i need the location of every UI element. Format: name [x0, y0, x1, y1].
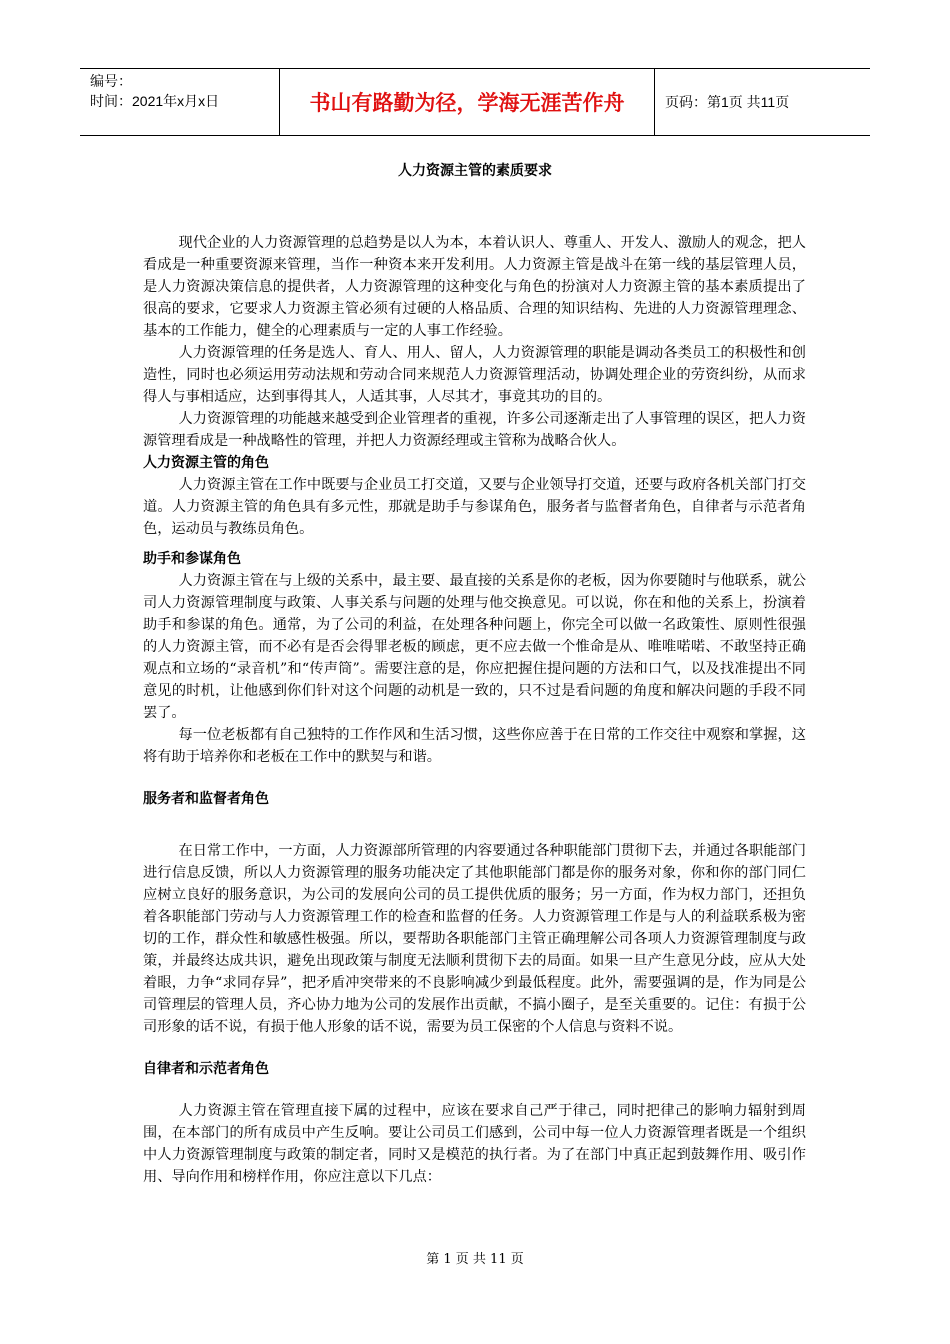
- document-title: 人力资源主管的素质要求: [398, 163, 552, 179]
- paragraph: 人力资源主管在工作中既要与企业员工打交道，又要与企业领导打交道，还要与政府各机关部门打交道。人力资源主管的角色具有多元性，那就是助手与参谋角色，服务者与监督者角色，自律者与示范者角色，运动员与教练员角色。: [143, 477, 806, 537]
- page-footer: 第 1 页 共 11 页: [426, 1252, 524, 1267]
- paragraph: 人力资源管理的任务是选人、育人、用人、留人，人力资源管理的职能是调动各类员工的积极性和创造性，同时也必须运用劳动法规和劳动合同来规范人力资源管理活动，协调处理企业的劳资纠纷，从而求得人与事相适应，达到事得其人，人适其事，人尽其才，事竟其功的目的。: [143, 345, 806, 405]
- header-motto: 书山有路勤为径，学海无涯苦作舟: [280, 69, 655, 135]
- section-heading: 人力资源主管的角色: [143, 455, 269, 471]
- paragraph: 现代企业的人力资源管理的总趋势是以人为本，本着认识人、尊重人、开发人、激励人的观念，把人看成是一种重要资源来管理，当作一种资本来开发利用。人力资源主管是战斗在第一线的基层管理人员，是人力资源决策信息的提供者，人力资源管理的这种变化与角色的扮演对人力资源主管的基本素质提出了很高的要求，它要求人力资源主管必须有过硬的人格品质、合理的知识结构、先进的人力资源管理理念、基本的工作能力，健全的心理素质与一定的人事工作经验。: [143, 235, 806, 339]
- number-label: 编号：: [90, 73, 132, 89]
- paragraph: 每一位老板都有自己独特的工作作风和生活习惯，这些你应善于在日常的工作交往中观察和掌握，这将有助于培养你和老板在工作中的默契与和谐。: [143, 727, 806, 765]
- paragraph: 在日常工作中，一方面，人力资源部所管理的内容要通过各种职能部门贯彻下去，并通过各职能部门进行信息反馈，所以人力资源管理的服务功能决定了其他职能部门都是你的服务对象，你和你的部门同仁应树立良好的服务意识，为公司的发展向公司的员工提供优质的服务；另一方面，作为权力部门，还担负着各职能部门劳动与人力资源管理工作的检查和监督的任务。人力资源管理工作是与人的利益联系极为密切的工作，群众性和敏感性极强。所以，要帮助各职能部门主管正确理解公司各项人力资源管理制度与政策，并最终达成共识，避免出现政策与制度无法顺利贯彻下去的局面。如果一旦产生意见分歧，应从大处着眼，力争“求同存异”，把矛盾冲突带来的不良影响减少到最低程度。此外，需要强调的是，作为同是公司管理层的管理人员，齐心协力地为公司的发展作出贡献，不搞小圈子，是至关重要的。记住：有损于公司形象的话不说，有损于他人形象的话不说，需要为员工保密的个人信息与资料不说。: [143, 843, 806, 1035]
- paragraph: 人力资源主管在与上级的关系中，最主要、最直接的关系是你的老板，因为你要随时与他联系，就公司人力资源管理制度与政策、人事关系与问题的处理与他交换意见。可以说，你在和他的关系上，扮演着助手和参谋的角色。通常，为了公司的利益，在处理各种问题上，你完全可以做一名政策性、原则性很强的人力资源主管，而不必有是否会得罪老板的顾虑，更不应去做一个惟命是从、唯唯喏喏、不敢坚持正确观点和立场的“录音机”和“传声筒”。需要注意的是，你应把握住提问题的方法和口气，以及找准提出不同意见的时机，让他感到你们针对这个问题的动机是一致的，只不过是看问题的角度和解决问题的手段不同罢了。: [143, 573, 806, 721]
- section-heading: 助手和参谋角色: [143, 551, 241, 567]
- section-heading: 服务者和监督者角色: [143, 791, 269, 807]
- time-label: 时间：2021年x月x日: [90, 93, 220, 109]
- header-page-code: 页码：第1页 共11页: [665, 94, 790, 110]
- document-body: [143, 232, 806, 1188]
- section-heading: 自律者和示范者角色: [143, 1061, 269, 1077]
- header-meta-cell: [80, 69, 280, 135]
- paragraph: 人力资源主管在管理直接下属的过程中，应该在要求自己严于律己，同时把律己的影响力辐射到周围，在本部门的所有成员中产生反响。要让公司员工们感到，公司中每一位人力资源管理者既是一个组织中人力资源管理制度与政策的制定者，同时又是模范的执行者。为了在部门中真正起到鼓舞作用、吸引作用、导向作用和榜样作用，你应注意以下几点：: [143, 1103, 806, 1185]
- paragraph: 人力资源管理的功能越来越受到企业管理者的重视，许多公司逐渐走出了人事管理的误区，把人力资源管理看成是一种战略性的管理，并把人力资源经理或主管称为战略合伙人。: [143, 411, 806, 449]
- header-table: [80, 68, 870, 136]
